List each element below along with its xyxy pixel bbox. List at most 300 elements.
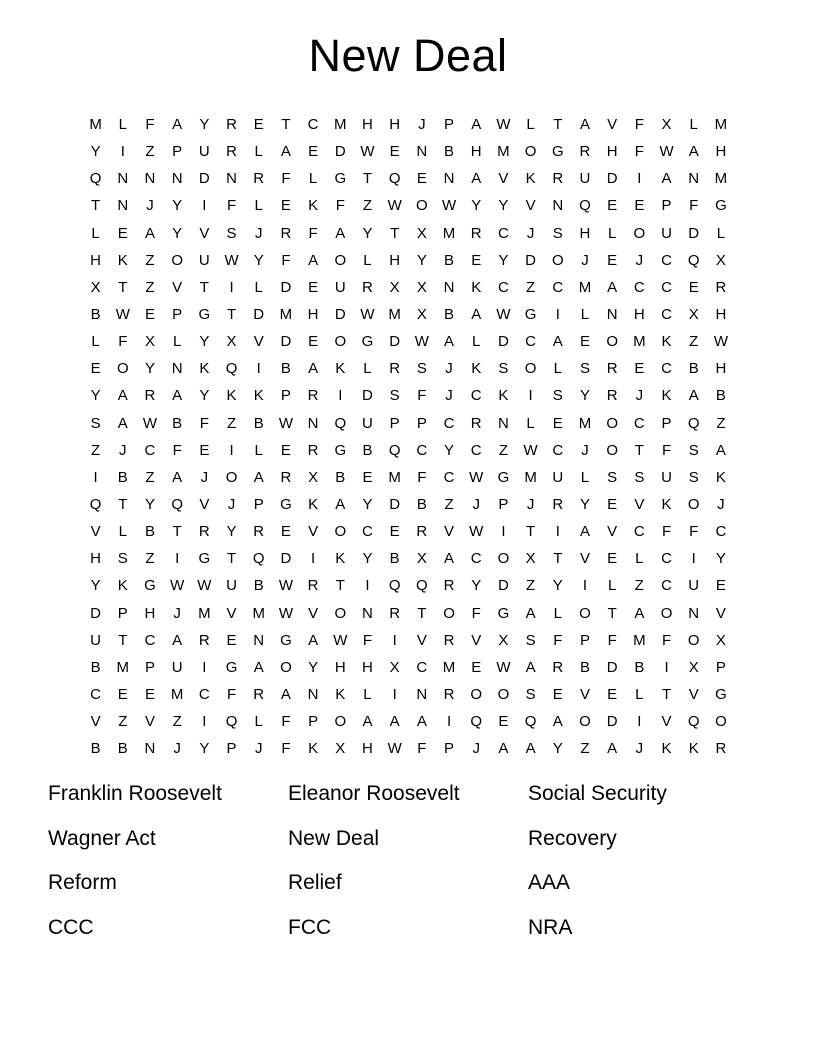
- grid-cell: E: [90, 360, 101, 378]
- grid-cell: L: [363, 686, 372, 704]
- grid-cell: J: [445, 360, 453, 378]
- grid-cell: K: [199, 360, 210, 378]
- grid-cell: K: [226, 387, 237, 405]
- grid-cell: R: [253, 523, 265, 541]
- grid-cell: E: [199, 441, 210, 459]
- grid-cell: A: [444, 550, 455, 568]
- grid-cell: F: [634, 116, 644, 134]
- grid-cell: P: [280, 387, 291, 405]
- grid-cell: Y: [471, 577, 482, 595]
- grid-cell: N: [443, 170, 455, 188]
- grid-cell: N: [144, 740, 156, 758]
- grid-cell: E: [416, 170, 427, 188]
- grid-cell: E: [226, 631, 237, 649]
- grid-cell: O: [715, 713, 727, 731]
- grid-cell: O: [551, 251, 564, 269]
- grid-cell: E: [308, 278, 319, 296]
- grid-cell: X: [688, 658, 699, 676]
- grid-cell: G: [198, 550, 211, 568]
- word-list-item: Wagner Act: [48, 826, 156, 850]
- grid-cell: W: [713, 333, 728, 351]
- grid-cell: I: [501, 523, 506, 541]
- grid-cell: L: [607, 224, 617, 242]
- grid-cell: V: [579, 550, 590, 568]
- grid-cell: Z: [145, 143, 155, 161]
- grid-cell: J: [119, 441, 127, 459]
- grid-cell: E: [280, 441, 291, 459]
- grid-cell: W: [496, 306, 511, 324]
- grid-cell: K: [661, 333, 672, 351]
- grid-cell: W: [469, 523, 484, 541]
- grid-cell: E: [607, 496, 618, 514]
- grid-cell: L: [118, 523, 127, 541]
- grid-cell: Y: [199, 333, 210, 351]
- grid-cell: G: [280, 631, 292, 649]
- grid-cell: E: [389, 523, 400, 541]
- grid-cell: G: [361, 333, 374, 351]
- grid-cell: E: [634, 360, 645, 378]
- grid-cell: E: [308, 333, 319, 351]
- grid-cell: D: [389, 333, 401, 351]
- grid-cell: Q: [171, 496, 183, 514]
- grid-cell: I: [392, 686, 397, 704]
- grid-cell: D: [525, 251, 537, 269]
- grid-cell: K: [253, 387, 264, 405]
- grid-cell: R: [389, 604, 401, 622]
- grid-cell: J: [200, 468, 209, 486]
- grid-cell: F: [335, 197, 345, 215]
- grid-cell: E: [607, 251, 618, 269]
- grid-cell: W: [360, 306, 375, 324]
- grid-cell: O: [660, 604, 673, 622]
- grid-cell: B: [117, 740, 128, 758]
- grid-cell: H: [334, 658, 346, 676]
- grid-cell: N: [307, 414, 319, 432]
- grid-cell: E: [389, 143, 400, 161]
- grid-cell: H: [362, 116, 373, 134]
- grid-cell: V: [172, 278, 183, 296]
- grid-cell: V: [715, 604, 726, 622]
- grid-cell: Z: [145, 468, 155, 486]
- grid-cell: P: [444, 116, 455, 134]
- grid-cell: K: [688, 740, 699, 758]
- grid-cell: A: [280, 143, 291, 161]
- grid-cell: E: [280, 523, 291, 541]
- grid-cell: C: [443, 414, 455, 432]
- grid-cell: L: [607, 577, 617, 595]
- grid-cell: U: [171, 658, 183, 676]
- grid-cell: T: [607, 604, 617, 622]
- grid-cell: A: [579, 523, 590, 541]
- grid-cell: P: [389, 414, 400, 432]
- grid-cell: Y: [552, 740, 563, 758]
- grid-cell: L: [254, 197, 263, 215]
- grid-cell: Y: [362, 496, 373, 514]
- grid-cell: O: [171, 251, 183, 269]
- grid-cell: U: [661, 468, 672, 486]
- grid-cell: V: [498, 170, 509, 188]
- grid-cell: T: [91, 197, 101, 215]
- grid-cell: A: [444, 333, 455, 351]
- grid-cell: A: [607, 278, 618, 296]
- grid-cell: V: [253, 333, 264, 351]
- grid-cell: K: [308, 197, 319, 215]
- grid-cell: C: [307, 116, 319, 134]
- grid-cell: Y: [498, 251, 509, 269]
- grid-cell: S: [688, 441, 699, 459]
- grid-cell: U: [688, 577, 700, 595]
- grid-cell: Y: [226, 523, 237, 541]
- grid-cell: W: [414, 333, 429, 351]
- grid-cell: K: [525, 170, 536, 188]
- grid-cell: B: [688, 360, 699, 378]
- grid-cell: Z: [118, 713, 128, 731]
- word-list-item: AAA: [528, 871, 571, 895]
- word-list-item: FCC: [288, 915, 332, 939]
- grid-cell: A: [280, 686, 291, 704]
- grid-cell: F: [417, 740, 427, 758]
- grid-cell: B: [416, 496, 427, 514]
- grid-cell: R: [280, 224, 292, 242]
- grid-cell: Z: [226, 414, 237, 432]
- grid-cell: B: [90, 740, 101, 758]
- grid-cell: O: [687, 496, 700, 514]
- grid-cell: C: [144, 441, 156, 459]
- grid-cell: R: [715, 740, 727, 758]
- grid-cell: P: [661, 197, 672, 215]
- grid-cell: S: [226, 224, 237, 242]
- grid-cell: P: [172, 306, 183, 324]
- grid-cell: E: [144, 306, 155, 324]
- grid-cell: C: [661, 550, 672, 568]
- grid-cell: A: [335, 224, 346, 242]
- grid-cell: K: [661, 496, 672, 514]
- grid-cell: D: [606, 658, 618, 676]
- grid-cell: E: [308, 143, 319, 161]
- grid-cell: K: [471, 278, 482, 296]
- grid-cell: N: [171, 360, 183, 378]
- word-list-item: New Deal: [288, 826, 380, 850]
- grid-cell: O: [687, 631, 700, 649]
- grid-cell: H: [362, 740, 373, 758]
- grid-cell: E: [280, 197, 291, 215]
- grid-cell: D: [280, 278, 292, 296]
- grid-cell: R: [579, 143, 591, 161]
- grid-cell: E: [607, 197, 618, 215]
- grid-cell: A: [172, 387, 183, 405]
- grid-cell: D: [280, 333, 292, 351]
- grid-cell: G: [551, 143, 564, 161]
- grid-cell: J: [717, 496, 725, 514]
- grid-cell: E: [144, 686, 155, 704]
- grid-cell: K: [335, 360, 346, 378]
- grid-cell: L: [580, 306, 590, 324]
- grid-cell: P: [579, 631, 590, 649]
- grid-cell: U: [552, 468, 564, 486]
- word-list-item: Social Security: [528, 782, 667, 806]
- grid-cell: B: [280, 360, 291, 378]
- grid-cell: R: [715, 278, 727, 296]
- grid-cell: R: [226, 116, 237, 134]
- grid-cell: M: [198, 604, 211, 622]
- grid-cell: Z: [145, 251, 155, 269]
- grid-cell: Y: [253, 251, 264, 269]
- grid-cell: O: [579, 604, 591, 622]
- grid-cell: U: [334, 278, 346, 296]
- grid-cell: M: [279, 306, 293, 324]
- grid-cell: Z: [716, 414, 726, 432]
- grid-cell: C: [416, 441, 428, 459]
- grid-cell: P: [226, 740, 237, 758]
- grid-cell: W: [170, 577, 185, 595]
- grid-cell: D: [688, 224, 700, 242]
- grid-cell: V: [90, 713, 101, 731]
- grid-cell: A: [308, 631, 319, 649]
- grid-cell: Y: [471, 197, 482, 215]
- grid-cell: M: [714, 170, 728, 188]
- grid-cell: G: [334, 170, 347, 188]
- grid-cell: H: [389, 116, 401, 134]
- grid-cell: O: [579, 713, 591, 731]
- grid-cell: W: [278, 604, 293, 622]
- grid-cell: M: [388, 468, 401, 486]
- grid-cell: B: [172, 414, 183, 432]
- grid-cell: A: [253, 658, 264, 676]
- grid-cell: A: [471, 170, 482, 188]
- grid-cell: P: [715, 658, 726, 676]
- grid-cell: L: [91, 224, 100, 242]
- grid-cell: T: [118, 496, 128, 514]
- grid-cell: H: [362, 658, 373, 676]
- word-list-item: CCC: [48, 915, 94, 939]
- grid-cell: I: [664, 658, 669, 676]
- grid-cell: S: [607, 468, 618, 486]
- grid-cell: F: [226, 686, 237, 704]
- grid-cell: R: [362, 278, 373, 296]
- grid-cell: Z: [498, 441, 508, 459]
- grid-cell: V: [199, 496, 210, 514]
- grid-cell: X: [389, 278, 400, 296]
- grid-cell: J: [635, 387, 644, 405]
- grid-cell: J: [635, 251, 644, 269]
- grid-cell: H: [90, 251, 102, 269]
- grid-cell: P: [308, 713, 319, 731]
- grid-cell: Y: [715, 550, 726, 568]
- grid-cell: H: [144, 604, 156, 622]
- grid-cell: G: [715, 686, 727, 704]
- grid-cell: E: [253, 116, 264, 134]
- grid-cell: R: [552, 658, 564, 676]
- grid-cell: L: [553, 604, 562, 622]
- grid-cell: Y: [308, 658, 319, 676]
- grid-cell: C: [362, 523, 373, 541]
- grid-cell: T: [553, 550, 563, 568]
- grid-cell: P: [444, 740, 455, 758]
- grid-cell: I: [202, 197, 207, 215]
- grid-cell: K: [471, 360, 482, 378]
- grid-cell: F: [661, 523, 672, 541]
- grid-cell: F: [226, 197, 237, 215]
- grid-cell: Y: [90, 143, 101, 161]
- grid-cell: C: [661, 577, 672, 595]
- grid-cell: Z: [634, 577, 644, 595]
- grid-cell: J: [227, 496, 236, 514]
- grid-cell: J: [472, 740, 480, 758]
- grid-cell: M: [633, 631, 646, 649]
- grid-cell: V: [607, 116, 618, 134]
- grid-cell: X: [416, 550, 427, 568]
- grid-cell: Q: [89, 496, 102, 514]
- grid-cell: U: [90, 631, 102, 649]
- grid-cell: D: [280, 550, 292, 568]
- grid-cell: N: [688, 604, 700, 622]
- grid-cell: E: [715, 577, 726, 595]
- grid-cell: L: [580, 468, 590, 486]
- grid-cell: T: [553, 116, 563, 134]
- grid-cell: B: [579, 658, 590, 676]
- grid-cell: O: [497, 686, 510, 704]
- grid-cell: D: [198, 170, 210, 188]
- grid-cell: F: [689, 523, 699, 541]
- grid-cell: S: [552, 387, 563, 405]
- grid-cell: Y: [144, 360, 155, 378]
- grid-cell: R: [443, 686, 455, 704]
- grid-cell: F: [281, 713, 291, 731]
- grid-cell: E: [362, 468, 373, 486]
- grid-cell: A: [525, 658, 536, 676]
- grid-cell: O: [606, 441, 618, 459]
- grid-cell: Y: [579, 387, 590, 405]
- grid-cell: W: [115, 306, 130, 324]
- grid-cell: C: [497, 224, 509, 242]
- grid-cell: H: [715, 360, 727, 378]
- grid-cell: F: [417, 468, 427, 486]
- grid-cell: F: [661, 631, 672, 649]
- grid-cell: S: [416, 360, 427, 378]
- grid-cell: W: [142, 414, 158, 432]
- grid-cell: Q: [225, 360, 238, 378]
- grid-cell: Q: [416, 577, 428, 595]
- grid-cell: U: [362, 414, 373, 432]
- grid-cell: P: [117, 604, 128, 622]
- grid-cell: D: [497, 333, 509, 351]
- grid-cell: F: [417, 387, 427, 405]
- grid-cell: T: [526, 523, 536, 541]
- grid-cell: C: [661, 360, 672, 378]
- grid-cell: N: [416, 686, 428, 704]
- grid-cell: A: [688, 387, 699, 405]
- grid-cell: R: [307, 577, 319, 595]
- grid-cell: S: [634, 468, 645, 486]
- grid-cell: O: [116, 360, 129, 378]
- grid-cell: J: [472, 496, 480, 514]
- grid-cell: I: [555, 523, 560, 541]
- grid-cell: O: [334, 604, 347, 622]
- grid-cell: F: [661, 441, 672, 459]
- grid-cell: P: [661, 414, 672, 432]
- grid-cell: R: [470, 414, 482, 432]
- grid-cell: B: [253, 577, 264, 595]
- grid-cell: I: [446, 713, 452, 731]
- grid-cell: V: [471, 631, 482, 649]
- grid-cell: J: [254, 740, 263, 758]
- grid-cell: A: [253, 468, 264, 486]
- grid-cell: Q: [388, 441, 401, 459]
- grid-cell: D: [253, 306, 265, 324]
- grid-cell: A: [416, 713, 427, 731]
- grid-cell: A: [172, 468, 183, 486]
- grid-cell: G: [524, 306, 537, 324]
- grid-cell: I: [229, 278, 234, 296]
- grid-cell: K: [661, 740, 672, 758]
- grid-cell: I: [555, 306, 560, 324]
- grid-cell: G: [198, 306, 211, 324]
- grid-cell: K: [308, 740, 319, 758]
- grid-cell: I: [637, 170, 642, 188]
- grid-cell: Y: [579, 496, 590, 514]
- grid-cell: S: [117, 550, 128, 568]
- grid-cell: Z: [172, 713, 182, 731]
- grid-cell: L: [716, 224, 726, 242]
- grid-cell: C: [525, 333, 537, 351]
- grid-cell: A: [607, 740, 618, 758]
- grid-cell: Z: [526, 577, 536, 595]
- grid-cell: Y: [362, 224, 373, 242]
- grid-cell: R: [443, 577, 455, 595]
- grid-cell: H: [715, 143, 727, 161]
- grid-cell: K: [335, 686, 346, 704]
- grid-cell: W: [496, 658, 511, 676]
- grid-cell: A: [172, 631, 183, 649]
- grid-cell: E: [607, 550, 618, 568]
- grid-cell: A: [634, 604, 645, 622]
- grid-cell: M: [497, 143, 510, 161]
- grid-cell: X: [226, 333, 237, 351]
- grid-cell: T: [335, 577, 345, 595]
- grid-cell: B: [634, 658, 645, 676]
- grid-cell: O: [497, 550, 510, 568]
- grid-cell: A: [688, 143, 699, 161]
- grid-cell: Y: [199, 740, 210, 758]
- grid-cell: A: [117, 414, 128, 432]
- grid-cell: E: [552, 414, 563, 432]
- grid-cell: H: [389, 251, 401, 269]
- grid-cell: B: [444, 143, 455, 161]
- grid-cell: M: [116, 658, 130, 676]
- grid-cell: R: [606, 387, 618, 405]
- grid-cell: H: [90, 550, 102, 568]
- grid-cell: E: [471, 251, 482, 269]
- grid-cell: A: [172, 116, 183, 134]
- grid-cell: C: [470, 550, 482, 568]
- grid-cell: W: [387, 197, 402, 215]
- grid-cell: A: [715, 441, 726, 459]
- grid-cell: B: [389, 550, 400, 568]
- grid-cell: F: [362, 631, 373, 649]
- grid-cell: W: [333, 631, 348, 649]
- grid-cell: Q: [388, 170, 401, 188]
- grid-cell: V: [661, 713, 672, 731]
- grid-cell: L: [254, 278, 263, 296]
- grid-cell: K: [308, 496, 319, 514]
- grid-cell: C: [443, 468, 455, 486]
- grid-cell: I: [120, 143, 125, 161]
- grid-cell: T: [226, 306, 237, 324]
- grid-cell: V: [308, 604, 319, 622]
- grid-cell: R: [226, 143, 237, 161]
- grid-cell: S: [579, 360, 590, 378]
- grid-cell: B: [144, 523, 155, 541]
